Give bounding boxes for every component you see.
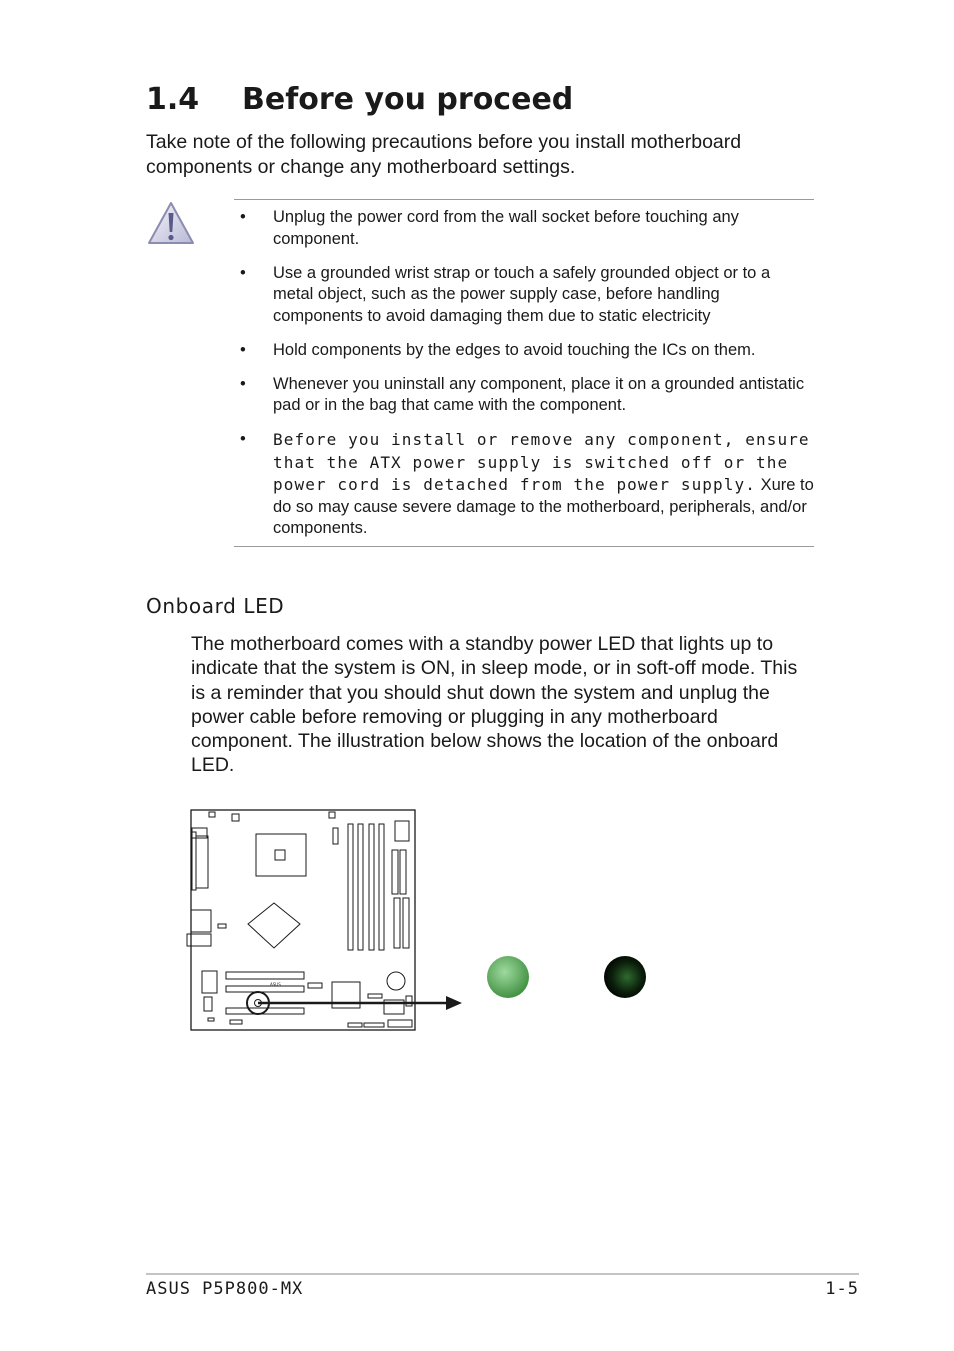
board-logo: ASUS [270,982,281,987]
motherboard-outline [187,810,415,1030]
bullet: • [240,263,246,282]
led-on-indicator [487,956,529,998]
bullet: • [240,374,246,393]
caution-text: Xure to do so may cause severe damage to the motherboard, peripherals, and/or components. [273,476,814,537]
caution-item-power [234,429,814,540]
caution-list [234,207,814,552]
intro-paragraph: Take note of the following precautions before you install motherboard components or change any motherboard settings. [146,131,742,178]
led-off-indicator [604,956,646,998]
bullet: • [240,340,246,359]
footer-product-name: ASUS P5P800-MX [146,1279,304,1299]
body-paragraph: The motherboard comes with a standby power LED that lights up to indicate that the system is ON, in sleep mode, or in soft-off mode. This is a reminder that you should shut down the system and unplug the power cable before removing or plugging in any motherboard component. The illustration below shows the location of the onboard LED. [191,633,798,777]
caution-item [234,374,814,417]
caution-text: Whenever you uninstall any component, place it on a grounded antistatic pad or in the bag that came with the component. [273,374,805,414]
subsection-title: Onboard LED [146,594,285,618]
motherboard-led-diagram [186,806,656,1036]
footer-rule [146,1273,859,1275]
section-title-text: Before you proceed [242,82,574,117]
arrow-head-icon [446,996,462,1010]
bullet: • [240,430,246,448]
caution-warning-triangle-icon [146,200,196,246]
footer-page-number: 1-5 [825,1279,859,1299]
caution-item [234,207,814,250]
caution-text: Use a grounded wrist strap or touch a safely grounded object or to a metal object, such as the power supply case, before handling components to avoid damaging them due to static electricity [273,263,771,325]
section-title [146,80,573,120]
caution-emphasis: Before you install or remove any component, ensure that the ATX power supply is switched off or the power cord is detached from the power supply. [273,430,810,494]
caution-text: Unplug the power cord from the wall socket before touching any component. [273,208,739,248]
caution-box [234,199,814,547]
caution-text: Hold components by the edges to avoid touching the ICs on them. [273,340,756,359]
bullet: • [240,208,246,226]
caution-item [234,263,814,328]
section-number: 1.4 [146,82,200,117]
caution-item [234,340,814,362]
